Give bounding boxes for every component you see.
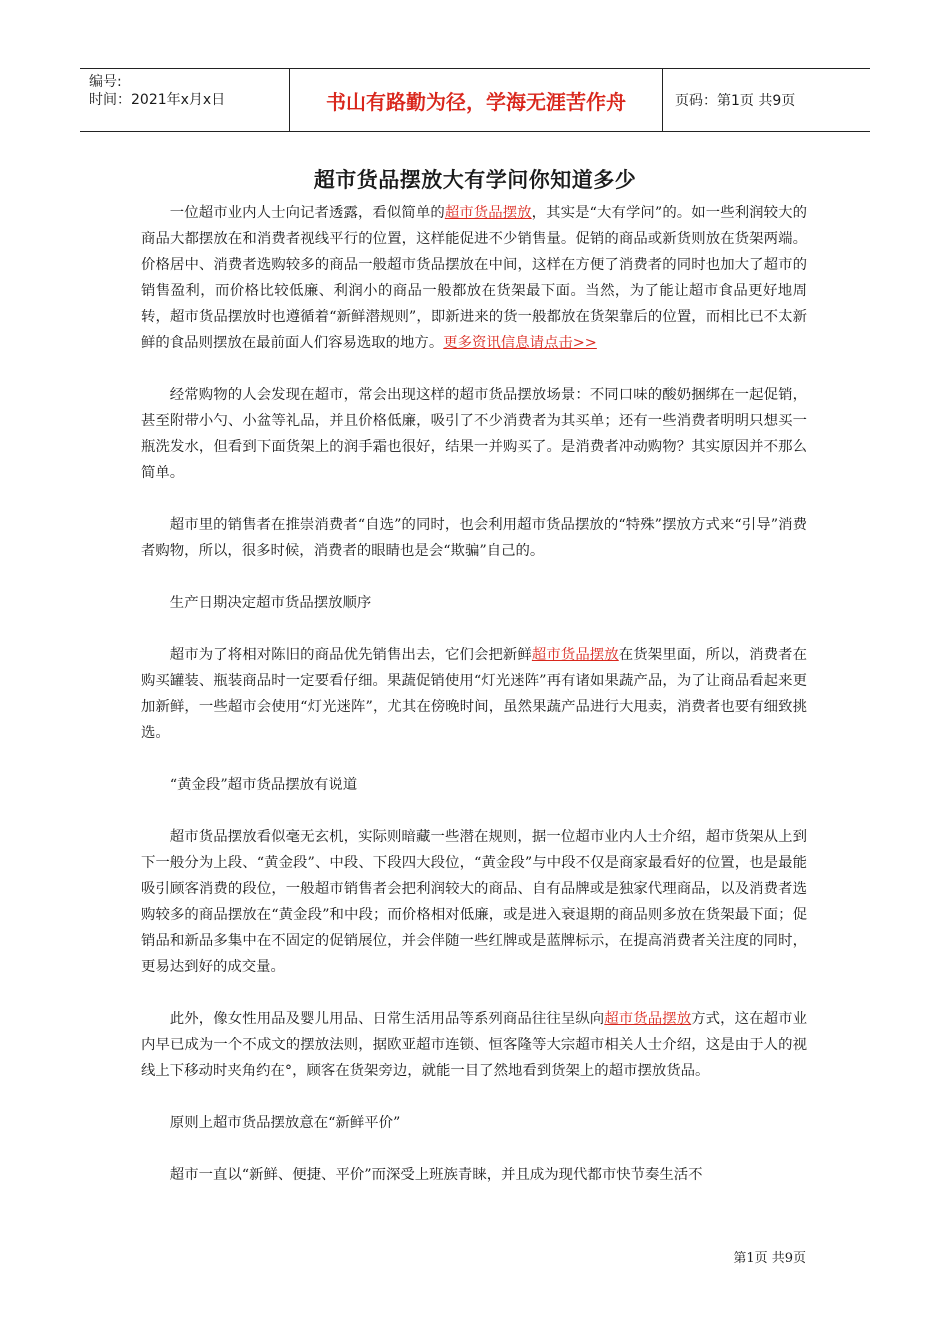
paragraph-2: 经常购物的人会发现在超市，常会出现这样的超市货品摆放场景：不同口味的酸奶捆绑在一起促销，甚至附带小勺、小盆等礼品，并且价格低廉，吸引了不少消费者为其买单；还有一些消费者明明只想买一瓶洗发水，但看到下面货架上的润手霜也很好，结果一并购买了。是消费者冲动购物？其实原因并不那么简单。 bbox=[141, 387, 807, 481]
paragraph-4-text-b: 在货架里面，所以，消费者在购买罐装、瓶装商品时一定要看仔细。果蔬促销使用“灯光迷阵”再有诸如果蔬产品，为了让商品看起来更加新鲜，一些超市会使用“灯光迷阵”，尤其在傍晚时间，虽然果蔬产品进行大甩卖，消费者也要有细致挑选。 bbox=[141, 647, 807, 741]
paragraph-1 bbox=[141, 200, 807, 356]
paragraph-6-text-b: 方式，这在超市业内早已成为一个不成文的摆放法则，据欧亚超市连锁、恒客隆等大宗超市相关人士介绍，这是由于人的视线上下移动时夹角约在°，顾客在货架旁边，就能一目了然地看到货架上的超市摆放货品。 bbox=[141, 1011, 807, 1079]
spacer bbox=[141, 1136, 807, 1162]
spacer bbox=[141, 746, 807, 772]
spacer bbox=[141, 980, 807, 1006]
number-label: 编号: bbox=[89, 74, 122, 90]
time-label: 时间：2021年x月x日 bbox=[89, 92, 226, 108]
paragraph-5: 超市货品摆放看似毫无玄机，实际则暗藏一些潜在规则，据一位超市业内人士介绍，超市货架从上到下一般分为上段、“黄金段”、中段、下段四大段位，“黄金段”与中段不仅是商家最看好的位置，也是最能吸引顾客消费的段位，一般超市销售者会把利润较大的商品、自有品牌或是独家代理商品，以及消费者选购较多的商品摆放在“黄金段”和中段；而价格相对低廉，或是进入衰退期的商品则多放在货架最下面；促销品和新品多集中在不固定的促销展位，并会伴随一些红牌或是蓝牌标示，在提高消费者关注度的同时，更易达到好的成交量。 bbox=[141, 829, 807, 975]
header-page-info: 页码：第1页 共9页 bbox=[675, 93, 796, 109]
page-header bbox=[80, 68, 870, 132]
spacer bbox=[141, 616, 807, 642]
section-heading-1: 生产日期决定超市货品摆放顺序 bbox=[169, 595, 372, 611]
spacer bbox=[141, 356, 807, 382]
supermarket-display-link-1[interactable]: 超市货品摆放 bbox=[444, 205, 532, 221]
spacer bbox=[141, 564, 807, 590]
document-title: 超市货品摆放大有学问你知道多少 bbox=[313, 168, 637, 192]
paragraph-6 bbox=[141, 1006, 807, 1084]
article-body bbox=[141, 200, 807, 1188]
supermarket-display-link-3[interactable]: 超市货品摆放 bbox=[604, 1011, 692, 1027]
paragraph-7: 超市一直以“新鲜、便捷、平价”而深受上班族青睐，并且成为现代都市快节奏生活不 bbox=[169, 1167, 703, 1183]
header-meta bbox=[80, 69, 289, 131]
paragraph-3: 超市里的销售者在推崇消费者“自选”的同时，也会利用超市货品摆放的“特殊”摆放方式来“引导”消费者购物，所以，很多时候，消费者的眼睛也是会“欺骗”自己的。 bbox=[141, 517, 807, 559]
spacer bbox=[141, 798, 807, 824]
header-motto: 书山有路勤为径，学海无涯苦作舟 bbox=[289, 69, 663, 131]
paragraph-1-text-a: 一位超市业内人士向记者透露，看似简单的 bbox=[169, 205, 445, 221]
more-info-link[interactable]: 更多资讯信息请点击>> bbox=[443, 335, 597, 351]
section-heading-2: “黄金段”超市货品摆放有说道 bbox=[169, 777, 358, 793]
section-heading-3: 原则上超市货品摆放意在“新鲜平价” bbox=[169, 1115, 401, 1131]
supermarket-display-link-2[interactable]: 超市货品摆放 bbox=[531, 647, 619, 663]
paragraph-4 bbox=[141, 642, 807, 746]
spacer bbox=[141, 486, 807, 512]
paragraph-6-text-a: 此外，像女性用品及婴儿用品、日常生活用品等系列商品往往呈纵向 bbox=[169, 1011, 605, 1027]
page-footer: 第1页 共9页 bbox=[733, 1251, 806, 1266]
paragraph-1-text-b: ，其实是“大有学问”的。如一些利润较大的商品大都摆放在和消费者视线平行的位置，这样能促进不少销售量。促销的商品或新货则放在货架两端。价格居中、消费者选购较多的商品一般超市货品摆放在中间，这样在方便了消费者的同时也加大了超市的销售盈利，而价格比较低廉、利润小的商品一般都放在货架最下面。当然，为了能让超市食品更好地周转，超市货品摆放时也遵循着“新鲜潜规则”，即新进来的货一般都放在货架靠后的位置，而相比已不太新鲜的食品则摆放在最前面人们容易选取的地方。 bbox=[141, 205, 807, 351]
spacer bbox=[141, 1084, 807, 1110]
paragraph-4-text-a: 超市为了将相对陈旧的商品优先销售出去，它们会把新鲜 bbox=[169, 647, 532, 663]
